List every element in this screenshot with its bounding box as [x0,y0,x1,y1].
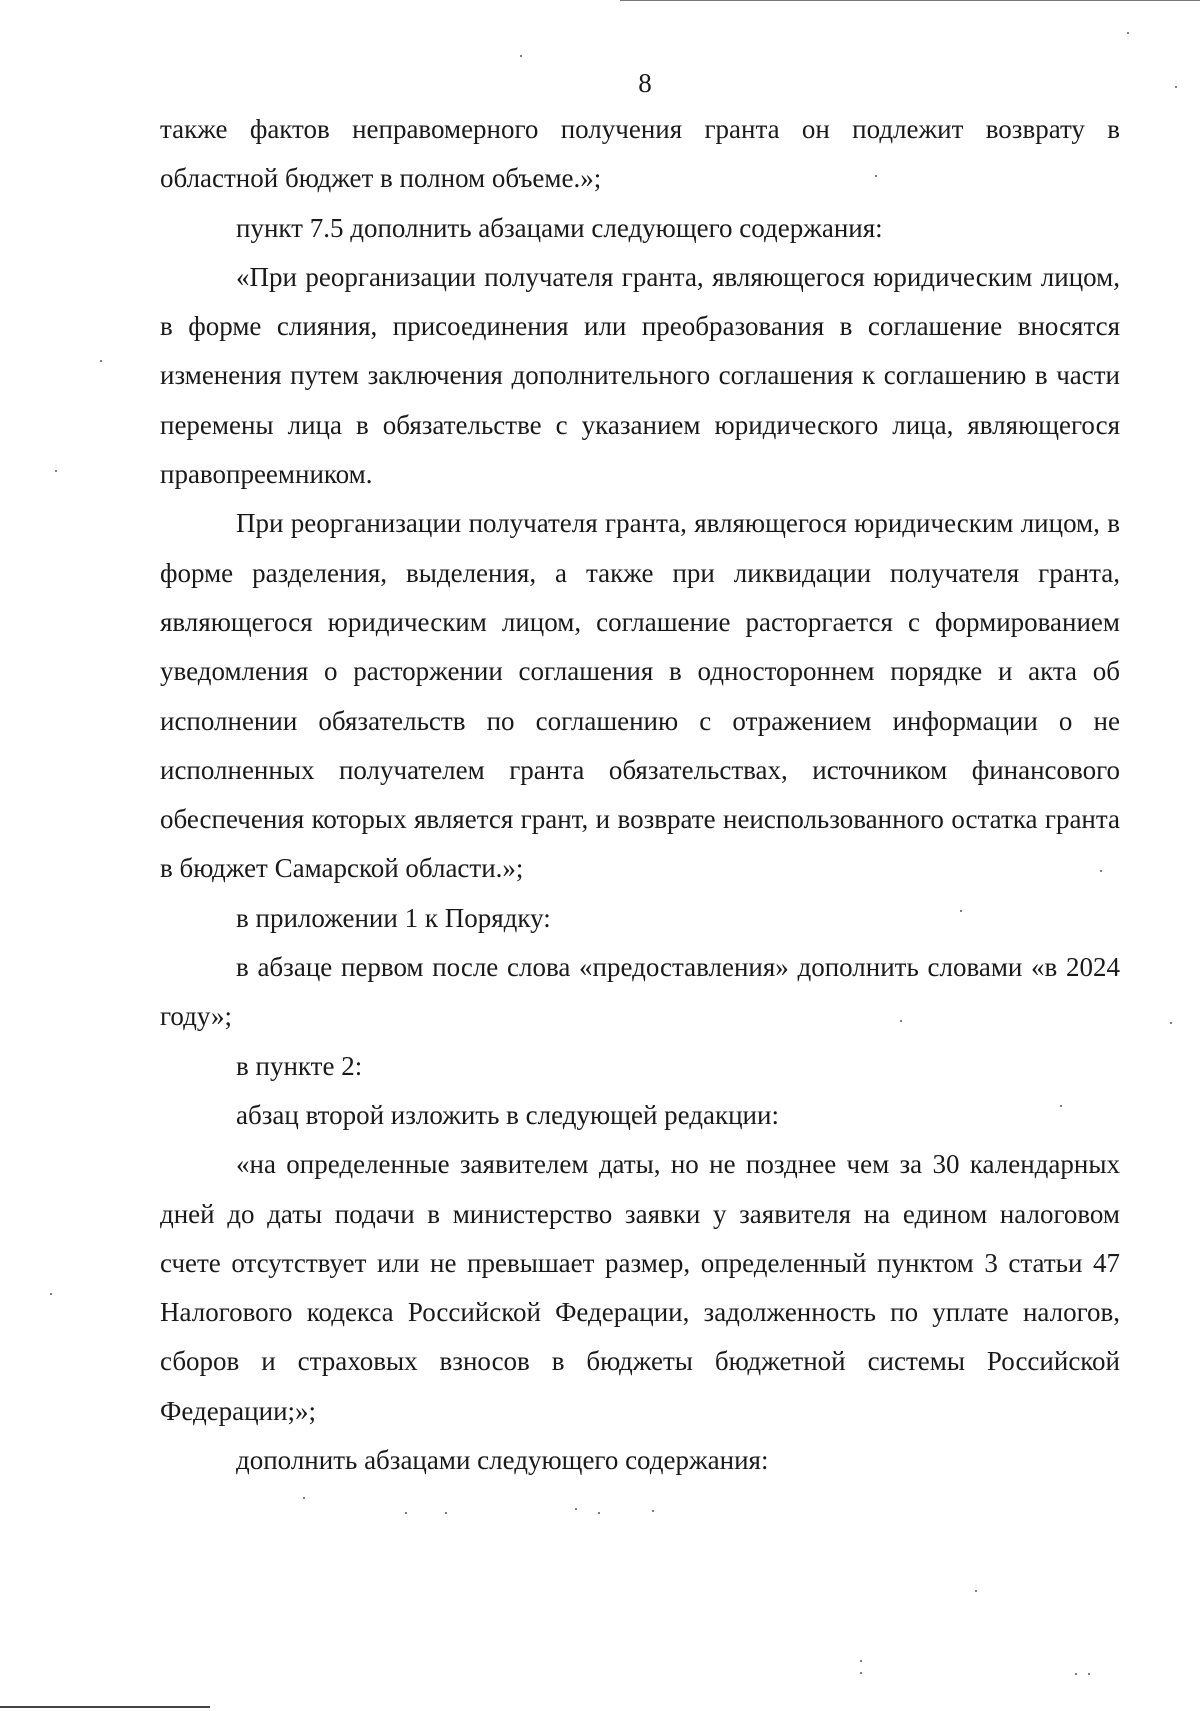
paragraph: пункт 7.5 дополнить абзацами следующего содержания: [236,212,883,243]
paragraph: в приложении 1 к Порядку: [236,902,551,933]
scan-speck [520,55,522,57]
paragraph: При реорганизации получателя гранта, являющегося юридическим лицом, в форме разделения, выделения, а также при ликвидации получателя гранта, являющегося юридическим лицом, соглашение расторгается с формированием уведомления о расторжении соглашения в одностороннем порядке и акта об исполнении обязательств по соглашению с отражением информации о не исполненных получателем гранта обязательствах, источником финансового обеспечения которых является грант, и возврате неиспользованного остатка гранта в бюджет Самарской области.»; [160,508,1120,884]
paragraph: «на определенные заявителем даты, но не позднее чем за 30 календарных дней до даты подачи в министерство заявки у заявителя на едином налоговом счете отсутствует или не превышает размер, определенный пунктом 3 статьи 47 Налогового кодекса Российской Федерации, задолженность по уплате налогов, сборов и страховых взносов в бюджеты бюджетной системы Российской Федерации;»; [160,1149,1120,1426]
paragraph: также фактов неправомерного получения гранта он подлежит возврату в областной бюджет в полном объеме.»; [160,114,1120,194]
scan-edge-line [0,1706,210,1708]
paragraph: абзац второй изложить в следующей редакции: [236,1099,779,1130]
scan-speck [303,1497,305,1499]
scan-speck [55,470,57,472]
scan-speck [860,1660,862,1662]
scan-speck [598,1512,600,1514]
scan-speck [50,1293,52,1295]
scan-speck [900,1020,902,1022]
scan-speck [875,175,877,177]
paragraph: «При реорганизации получателя гранта, являющегося юридическим лицом, в форме слияния, присоединения или преобразования в соглашение вносятся изменения путем заключения дополнительного соглашения к соглашению в части перемены лица в обязательстве с указанием юридического лица, являющегося правопреемником. [160,261,1120,490]
scan-speck [975,1590,977,1592]
paragraph: дополнить абзацами следующего содержания: [236,1445,769,1476]
scan-speck [960,910,962,912]
page-number: 8 [638,68,652,98]
scan-speck [575,1508,577,1510]
scan-speck [1175,86,1177,88]
scan-speck [1170,1022,1172,1024]
scan-speck [405,1512,407,1514]
scan-edge-line [620,0,1200,1]
scan-speck [1127,32,1129,34]
scan-speck [1060,1105,1062,1107]
scan-speck [445,1512,447,1514]
scan-speck [1100,870,1102,872]
scan-speck [652,1510,654,1512]
paragraph: в абзаце первом после слова «предоставления» дополнить словами «в 2024 году»; [160,952,1120,1032]
scan-speck [860,1672,862,1674]
paragraph: в пункте 2: [236,1050,363,1081]
scan-speck [1075,1673,1077,1675]
scan-speck [1088,1673,1090,1675]
document-body [160,105,1120,1485]
scan-speck [100,360,102,362]
